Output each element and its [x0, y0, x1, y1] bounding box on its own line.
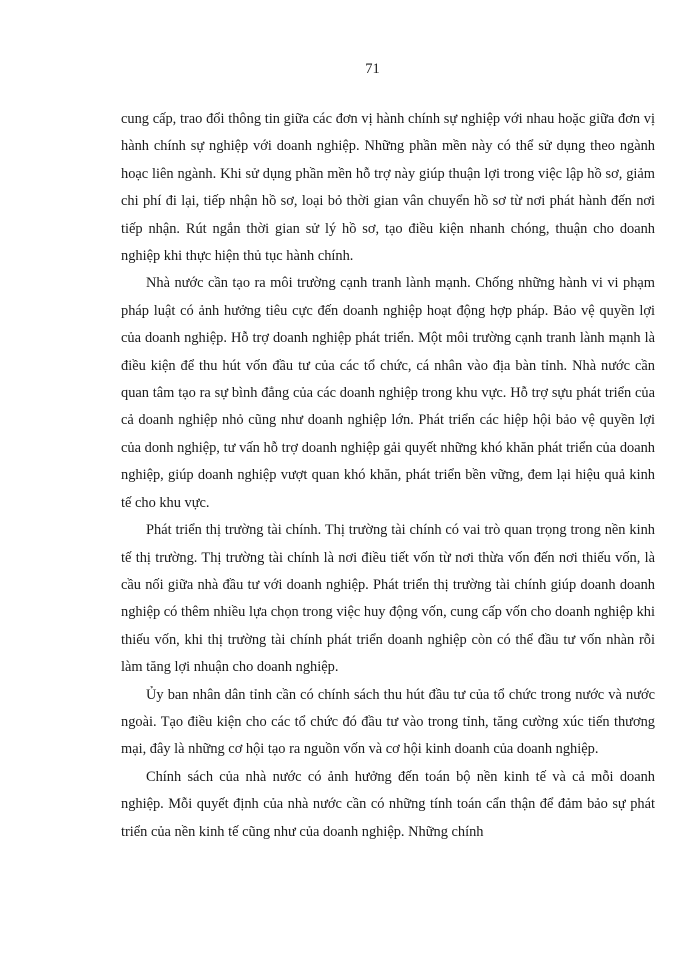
paragraph-competition: Nhà nước cần tạo ra môi trường cạnh tranh lành mạnh. Chống những hành vi vi phạm pháp luật có ảnh hưởng tiêu cực đến doanh nghiệp hoạt động hợp pháp. Bảo vệ quyền lợi của doanh nghiệp. Hỗ trợ doanh nghiệp phát triển. Một môi trường cạnh tranh lành mạnh là điều kiện để thu hút vốn đầu tư của các tổ chức, cá nhân vào địa bàn tỉnh. Nhà nước cần quan tâm tạo ra sự bình đẳng của các doanh nghiệp trong khu vực. Hỗ trợ sựu phát triển của cả doanh nghiệp nhỏ cũng như doanh nghiệp lớn. Phát triển các hiệp hội bảo vệ quyền lợi của donh nghiệp, tư vấn hỗ trợ doanh nghiệp gải quyết những khó khăn phát triển của doanh nghiệp, giúp doanh nghiệp vượt quan khó khăn, phát triển bền vững, đem lại hiệu quả kinh tế cho khu vực. — [121, 275, 655, 511]
paragraph-state-policy: Chính sách của nhà nước có ảnh hưởng đến toán bộ nền kinh tế và cả mỗi doanh nghiệp. Mỗi quyết định của nhà nước cần có những tính toán cẩn thận để đảm bảo sự phát triển của nền kinh tế cũng như của doanh nghiệp. Những chính — [121, 768, 655, 840]
paragraph-financial-market: Phát triển thị trường tài chính. Thị trường tài chính có vai trò quan trọng trong nền kinh tế thị trường. Thị trường tài chính là nơi điều tiết vốn từ nơi thừa vốn đến nơi thiếu vốn, là cầu nối giữa nhà đầu tư với doanh nghiệp. Phát triển thị trường tài chính giúp doanh doanh nghiệp có thêm nhiều lựa chọn trong việc huy động vốn, cung cấp vốn cho doanh nghiệp khi thiếu vốn, khi thị trường tài chính phát triển doanh nghiệp còn có thể đầu tư vốn nhàn rỗi làm tăng lợi nhuận cho doanh nghiệp. — [121, 522, 655, 676]
paragraph-investment-attraction: Ủy ban nhân dân tỉnh cần có chính sách thu hút đầu tư của tổ chức trong nước và nước ngoài. Tạo điều kiện cho các tổ chức đó đầu tư vào trong tỉnh, tăng cường xúc tiến thương mại, đây là những cơ hội tạo ra nguồn vốn và cơ hội kinh doanh của doanh nghiệp. — [121, 686, 655, 758]
page-number: 71 — [365, 61, 380, 77]
paragraph-continued: cung cấp, trao đổi thông tin giữa các đơn vị hành chính sự nghiệp với nhau hoặc giữa đơn vị hành chính sự nghiệp với doanh nghiệp. Những phần mền này có thể sử dụng theo ngành hoạc liên ngành. Khi sử dụng phần mền hỗ trợ này giúp thuận lợi trong việc lập hồ sơ, giảm chi phí đi lại, tiếp nhận hồ sơ, loại bỏ thời gian vân chuyển hồ sơ từ nơi phát hành đến nơi tiếp nhận. Rút ngắn thời gian sử lý hồ sơ, tạo điều kiện nhanh chóng, thuận cho doanh nghiệp khi thực hiện thủ tục hành chính. — [121, 111, 655, 265]
body-text — [121, 106, 655, 846]
